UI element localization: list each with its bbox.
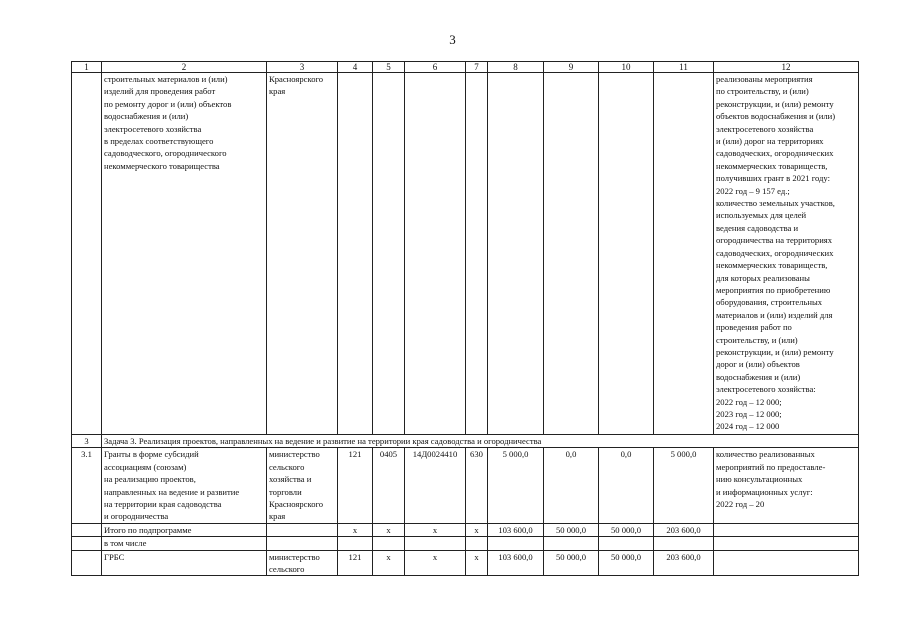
header-cell: 11: [654, 62, 714, 73]
task-row: [72, 435, 859, 448]
table-row-grbs: [72, 550, 859, 576]
header-cell: 5: [373, 62, 405, 73]
header-cell: 10: [599, 62, 654, 73]
empty-cell: [267, 537, 338, 550]
grbs-code-cell: x: [338, 523, 373, 536]
grbs-label-cell: ГРБС: [102, 550, 267, 576]
header-cell: 2: [102, 62, 267, 73]
section-code-cell: x: [373, 550, 405, 576]
target-article-cell: x: [405, 523, 466, 536]
grbs-code-cell: 121: [338, 448, 373, 523]
page-number: 3: [449, 32, 456, 47]
expected-result-cell: реализованы мероприятия по строительству, и (или) реконструкции, и (или) ремонту объектов водоснабжения и (или) электросетевого хозяйства и (или) дорог на территориях садоводческих, огороднических некоммерческих товариществ, получивших грант в 2021 году: 2022 год – 9 157 ед.; количество земельных участков, используемых для целей ведения садоводства и огородничества на территориях садоводческих, огороднических некоммерческих товариществ, для которых реализованы мероприятия по приобретению оборудования, строительных материалов и (или) изделий для проведения работ по строительству, и (или) реконструкции, и (или) ремонту дорог и (или) объектов водоснабжения и (или) электросетевого хозяйства: 2022 год – 12 000; 2023 год – 12 000; 2024 год – 12 000: [714, 73, 859, 435]
amount-2024-cell: 50 000,0: [599, 523, 654, 536]
amount-2022-cell: 5 000,0: [488, 448, 544, 523]
amount-2024-cell: 0,0: [599, 448, 654, 523]
empty-cell: [338, 537, 373, 550]
header-cell: 8: [488, 62, 544, 73]
empty-cell: [544, 537, 599, 550]
amount-total-cell: 203 600,0: [654, 550, 714, 576]
target-article-cell: x: [405, 550, 466, 576]
amount-total-cell: 203 600,0: [654, 523, 714, 536]
empty-cell: [72, 537, 102, 550]
task-number-cell: 3: [72, 435, 102, 448]
expense-type-cell: x: [466, 523, 488, 536]
empty-cell: [654, 537, 714, 550]
amount-2022-cell: 103 600,0: [488, 550, 544, 576]
empty-cell: [267, 523, 338, 536]
amount-total-cell: 5 000,0: [654, 448, 714, 523]
empty-cell: [714, 550, 859, 576]
header-cell: 3: [267, 62, 338, 73]
header-cell: 9: [544, 62, 599, 73]
empty-cell: [373, 73, 405, 435]
empty-cell: [714, 537, 859, 550]
header-cell: 6: [405, 62, 466, 73]
responsible-cell: министерство сельского хозяйства и торговли Красноярского края: [267, 448, 338, 523]
expense-type-cell: 630: [466, 448, 488, 523]
expense-type-cell: x: [466, 550, 488, 576]
empty-cell: [72, 550, 102, 576]
empty-cell: [405, 537, 466, 550]
responsible-cell: министерство сельского: [267, 550, 338, 576]
amount-2023-cell: 50 000,0: [544, 523, 599, 536]
task-title-cell: Задача 3. Реализация проектов, направленных на ведение и развитие на территории края садоводства и огородничества: [102, 435, 859, 448]
table-header-row: [72, 62, 859, 73]
amount-2024-cell: 50 000,0: [599, 550, 654, 576]
empty-cell: [405, 73, 466, 435]
section-code-cell: 0405: [373, 448, 405, 523]
empty-cell: [373, 537, 405, 550]
empty-cell: [338, 73, 373, 435]
event-description-cell: строительных материалов и (или) изделий для проведения работ по ремонту дорог и (или) объектов водоснабжения и (или) электросетевого хозяйства в пределах соответствующего садоводческого, огороднического некоммерческого товарищества: [102, 73, 267, 435]
target-article-cell: 14Д0024410: [405, 448, 466, 523]
header-cell: 12: [714, 62, 859, 73]
empty-cell: [488, 73, 544, 435]
responsible-cell: Красноярского края: [267, 73, 338, 435]
amount-2023-cell: 0,0: [544, 448, 599, 523]
table-row-including: [72, 537, 859, 550]
row-number-cell: 3.1: [72, 448, 102, 523]
total-label-cell: Итого по подпрограмме: [102, 523, 267, 536]
empty-cell: [466, 537, 488, 550]
empty-cell: [714, 523, 859, 536]
including-label-cell: в том числе: [102, 537, 267, 550]
header-cell: 1: [72, 62, 102, 73]
amount-2022-cell: 103 600,0: [488, 523, 544, 536]
empty-cell: [544, 73, 599, 435]
empty-cell: [599, 73, 654, 435]
section-code-cell: x: [373, 523, 405, 536]
empty-cell: [72, 73, 102, 435]
empty-cell: [654, 73, 714, 435]
table-row-continuation: [72, 73, 859, 435]
expected-result-cell: количество реализованных мероприятий по предоставле- нию консультационных и информационных услуг: 2022 год – 20: [714, 448, 859, 523]
header-cell: 4: [338, 62, 373, 73]
table-row-total: [72, 523, 859, 536]
grbs-code-cell: 121: [338, 550, 373, 576]
header-cell: 7: [466, 62, 488, 73]
empty-cell: [72, 523, 102, 536]
empty-cell: [488, 537, 544, 550]
empty-cell: [599, 537, 654, 550]
program-table: [71, 61, 859, 576]
event-description-cell: Гранты в форме субсидий ассоциациям (союзам) на реализацию проектов, направленных на ведение и развитие на территории края садоводства и огородничества: [102, 448, 267, 523]
table-row-3-1: [72, 448, 859, 523]
empty-cell: [466, 73, 488, 435]
amount-2023-cell: 50 000,0: [544, 550, 599, 576]
